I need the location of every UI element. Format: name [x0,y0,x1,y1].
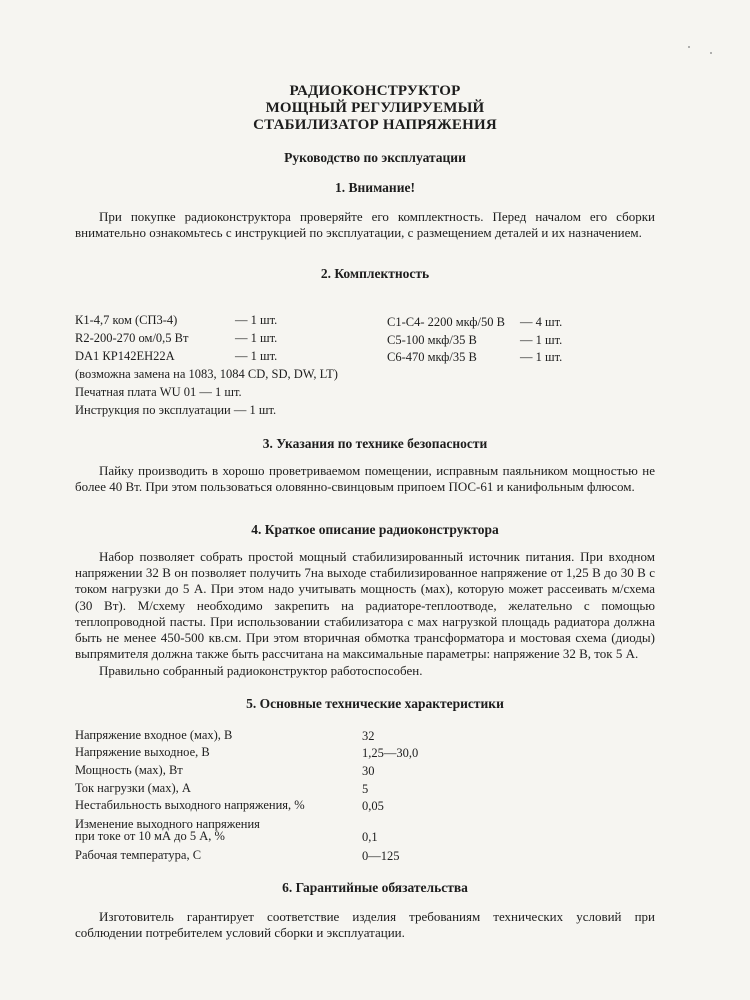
spec-label: Мощность (мах), Вт [75,763,183,777]
kit-item-board: Печатная плата WU 01 — 1 шт. [75,385,242,399]
spec-label-continued: при токе от 10 мА до 5 А, % [75,829,225,843]
kit-item-name: С5-100 мкф/35 В [387,333,477,347]
kit-replacement-note: (возможна замена на 1083, 1084 CD, SD, DW, LT) [75,367,338,381]
section-heading-safety: 3. Указания по технике безопасности [262,436,488,451]
kit-item-qty: — 1 шт. [235,349,278,363]
speck [710,52,712,54]
title-line-1: РАДИОКОНСТРУКТОР [289,83,461,99]
kit-item-qty: — 1 шт. [235,313,278,327]
spec-value: 0—125 [362,849,400,863]
description-text-2: Правильно собранный радиоконструктор работоспособен. [99,663,423,678]
spec-label: Напряжение входное (мах), В [75,728,233,742]
spec-value: 32 [362,729,375,743]
spec-value: 1,25—30,0 [362,746,419,760]
kit-item-name: DA1 КР142ЕН22А [75,349,175,363]
spec-label: Напряжение выходное, В [75,745,210,759]
safety-text: Пайку производить в хорошо проветриваемом помещении, исправным паяльником мощностью не более 40 Вт. При этом пользоваться оловянно-свинцовым припоем ПОС-61 и канифольным флюсом. [75,463,655,495]
subtitle: Руководство по эксплуатации [284,150,466,165]
speck [688,46,690,48]
kit-item-name: R2-200-270 ом/0,5 Вт [75,331,189,345]
spec-value: 5 [362,782,369,796]
kit-item-qty: — 1 шт. [520,333,563,347]
spec-label: Ток нагрузки (мах), А [75,781,191,795]
kit-item-qty: — 4 шт. [520,315,563,329]
warranty-text: Изготовитель гарантирует соответствие изделия требованиям технических условий при соблюдении потребителем условий сборки и эксплуатации. [75,909,655,941]
kit-item-name: К1-4,7 ком (СП3-4) [75,313,178,327]
kit-item-name: С6-470 мкф/35 В [387,350,477,364]
kit-item-qty: — 1 шт. [520,350,563,364]
spec-value: 0,05 [362,799,384,813]
section-heading-description: 4. Краткое описание радиоконструктора [251,522,499,537]
spec-value: 0,1 [362,830,378,844]
spec-label: Нестабильность выходного напряжения, % [75,798,305,812]
kit-item-qty: — 1 шт. [235,331,278,345]
title-line-3: СТАБИЛИЗАТОР НАПРЯЖЕНИЯ [253,117,497,133]
title-line-2: МОЩНЫЙ РЕГУЛИРУЕМЫЙ [265,100,485,116]
section-heading-kit: 2. Комплектность [320,266,430,281]
section-heading-specs: 5. Основные технические характеристики [246,696,504,711]
kit-item-manual: Инструкция по эксплуатации — 1 шт. [75,403,277,417]
kit-item-name: С1-С4- 2200 мкф/50 В [387,315,505,329]
spec-label: Рабочая температура, С [75,848,202,862]
attention-text: При покупке радиоконструктора проверяйте его комплектность. Перед началом его сборки внимательно ознакомьтесь с инструкцией по эксплуатации, с размещением деталей и их назначением. [75,209,655,241]
spec-label: Изменение выходного напряжения [75,817,260,831]
description-text: Набор позволяет собрать простой мощный стабилизированный источник питания. При входном напряжении 32 В он позволяет получить 7на выходе стабилизированное напряжение от 1,25 В до 30 В с током нагрузки до 5 А. При этом надо учитывать мощность (мах), которую может рассеивать м/схема (30 Вт). М/схему необходимо закрепить на радиаторе-теплоотводе, желательно с помощью теплопроводной пасты. При использовании стабилизатора с мах нагрузкой площадь радиатора должна быть не менее 450-500 кв.см. При этом вторичная обмотка трансформатора и мостовая схема (диоды) выпрямителя должна также быть рассчитана на максимальные параметры: напряжение 32 В, ток 5 А. [75,549,655,662]
section-heading-attention: 1. Внимание! [335,180,415,195]
section-heading-warranty: 6. Гарантийные обязательства [282,880,468,895]
spec-value: 30 [362,764,375,778]
